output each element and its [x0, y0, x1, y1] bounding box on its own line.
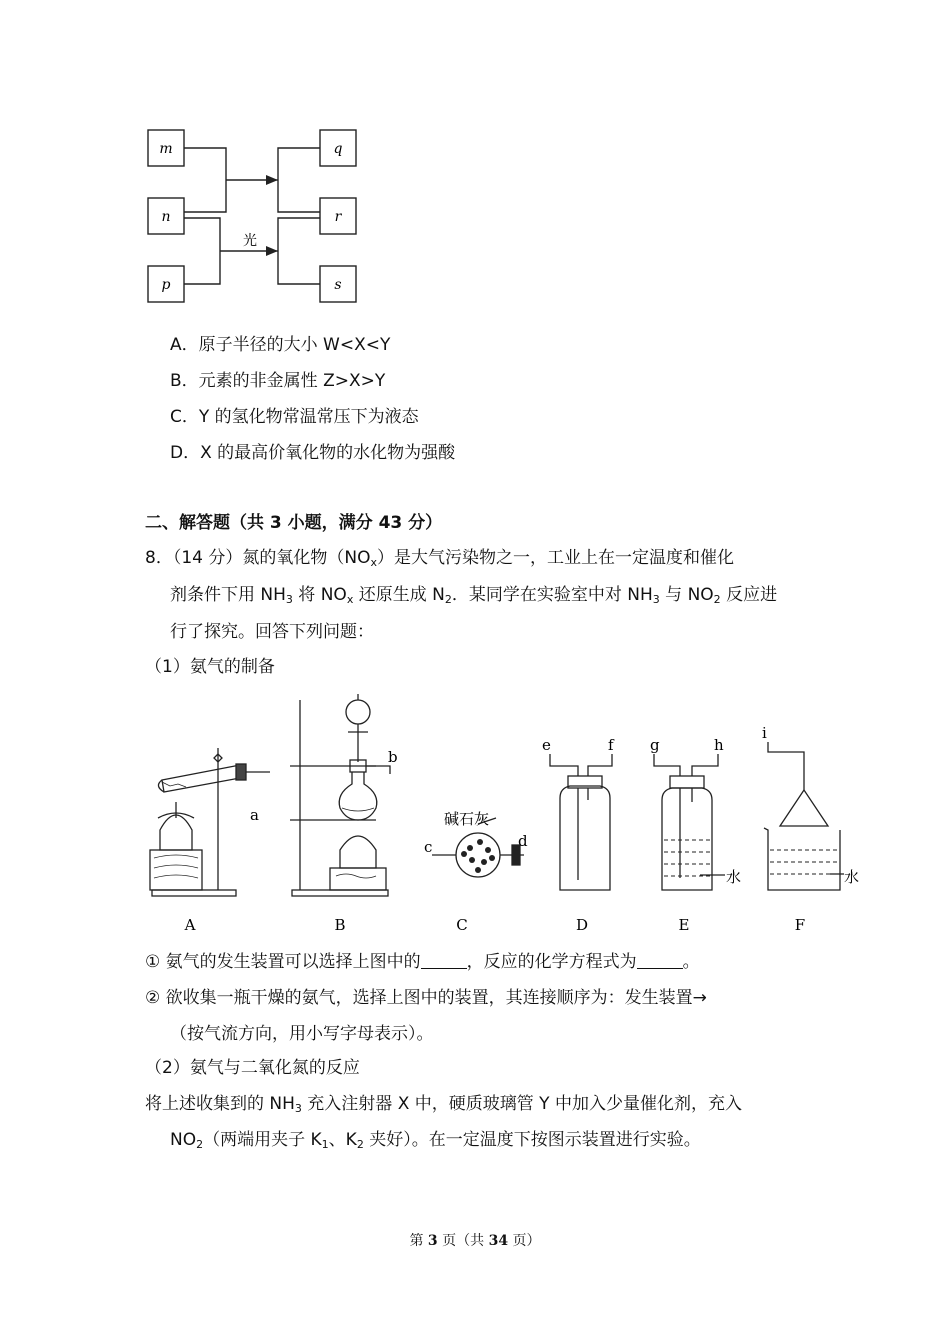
q8-line-3: 行了探究。回答下列问题：: [170, 622, 374, 642]
sub-question-2-line-2: （按气流方向，用小写字母表示）。: [170, 1024, 434, 1044]
water-label-e: 水: [726, 868, 742, 886]
part2-title: （2）氨气与二氧化氮的反应: [145, 1058, 360, 1078]
apparatus-label-b: B: [334, 916, 346, 934]
tube-letter-e: e: [542, 736, 551, 754]
apparatus-diagram: [140, 690, 870, 940]
tube-letter-a: a: [250, 806, 259, 824]
soda-lime-label: 碱石灰: [444, 810, 490, 828]
answer-blank-2[interactable]: [637, 952, 683, 969]
apparatus-label-e: E: [678, 916, 690, 934]
answer-blank-1[interactable]: [421, 952, 467, 969]
part2-line-2: $NO_2$（两端用夹子 $K_1$、$K_2$ 夹好）。在一定温度下按图示装置进行实验。: [170, 1130, 701, 1151]
sub-question-2-line-1: ② 欲收集一瓶干燥的氨气，选择上图中的装置，其连接顺序为：发生装置→: [145, 988, 707, 1008]
part2-line-1: 将上述收集到的 $NH_3$ 充入注射器 X 中，硬质玻璃管 Y 中加入少量催化剂，充入: [145, 1094, 742, 1115]
sub-question-1: ① 氨气的发生装置可以选择上图中的 ，反应的化学方程式为 。: [145, 952, 700, 972]
tube-letter-d: d: [518, 832, 528, 850]
option-a: A．原子半径的大小 W<X<Y: [170, 335, 391, 355]
part1-title: （1）氨气的制备: [145, 657, 275, 677]
apparatus-label-a: A: [184, 916, 196, 934]
water-label-f: 水: [844, 868, 860, 886]
box-q-label: q: [333, 141, 343, 157]
q8-line-2: 剂条件下用 $NH_3$ 将 $NO_x$ 还原生成 $N_2$．某同学在实验室中对 $NH_3$ 与 $NO_2$ 反应进: [170, 585, 778, 606]
section-title: 二、解答题（共 3 小题，满分 43 分）: [145, 513, 443, 533]
apparatus-label-f: F: [794, 916, 806, 934]
box-m-label: m: [159, 141, 173, 157]
tube-letter-g: g: [650, 736, 660, 754]
box-n-label: n: [161, 209, 171, 225]
box-p-label: p: [161, 277, 171, 293]
tube-letter-b: b: [388, 748, 398, 766]
page-footer: 第 3 页（共 34 页）: [409, 1233, 541, 1249]
option-d: D．X 的最高价氧化物的水化物为强酸: [170, 443, 456, 463]
tube-letter-i: i: [762, 724, 767, 742]
reaction-diagram: [140, 125, 380, 310]
box-r-label: r: [334, 209, 342, 225]
tube-letter-c: c: [424, 838, 433, 856]
tube-letter-f: f: [608, 736, 614, 754]
box-s-label: s: [334, 277, 342, 293]
apparatus-label-c: C: [456, 916, 468, 934]
tube-letter-h: h: [714, 736, 724, 754]
q8-line-1: 8．（14 分）氮的氧化物$(NO_x)$是大气污染物之一，工业上在一定温度和催化: [145, 548, 734, 569]
light-label: 光: [243, 233, 257, 249]
apparatus-label-d: D: [575, 916, 589, 934]
option-c: C．Y 的氢化物常温常压下为液态: [170, 407, 419, 427]
option-b: B．元素的非金属性 Z>X>Y: [170, 371, 386, 391]
